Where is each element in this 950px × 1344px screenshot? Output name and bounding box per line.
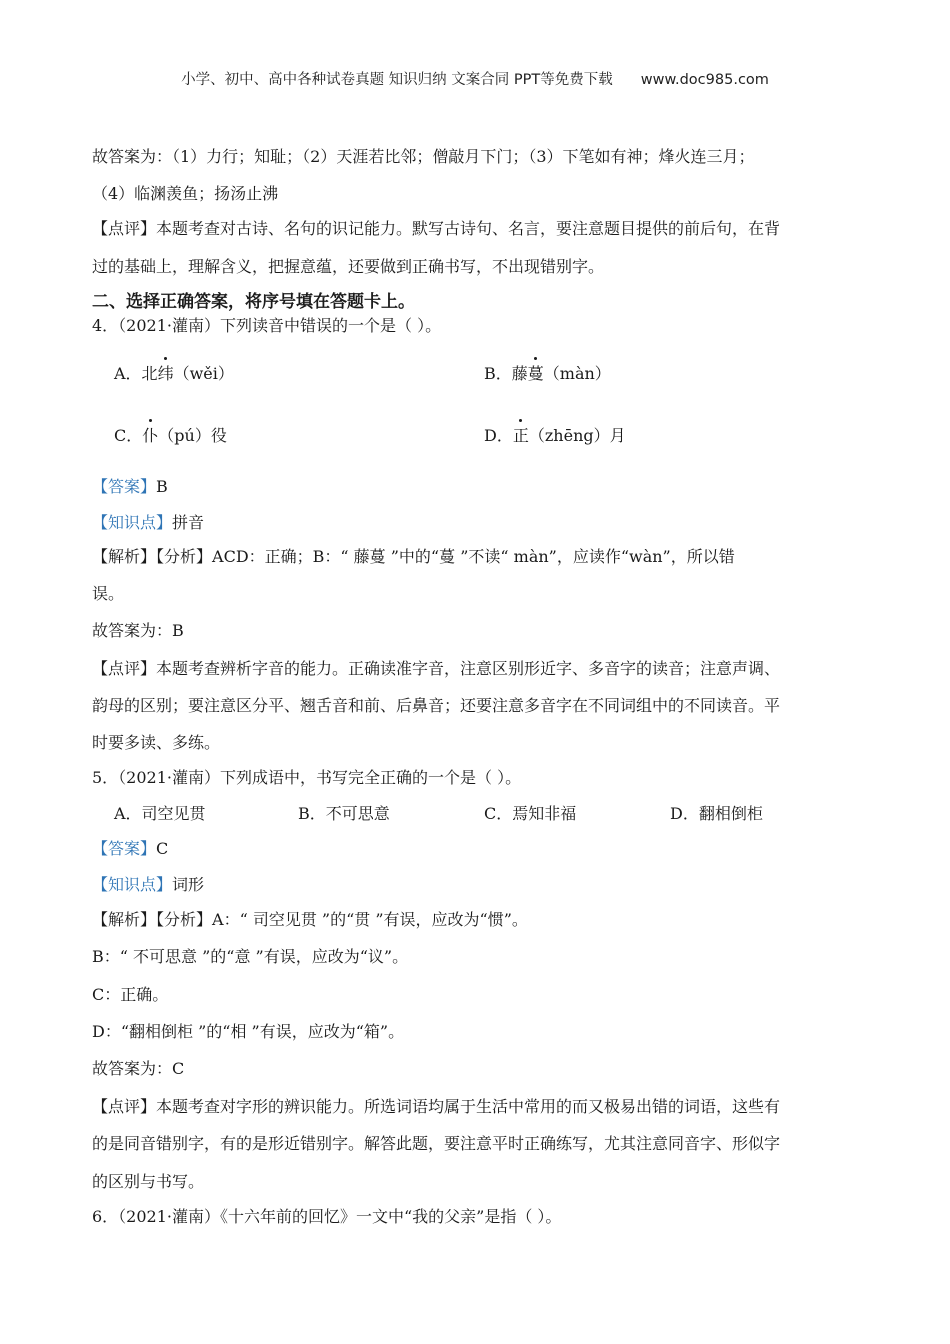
answer-tag: 【答案】 bbox=[92, 477, 157, 496]
intro-answer-line1: 故答案为：（1）力行；知耻；（2）天涯若比邻；僧敲月下门；（3）下笔如有神；烽火连三月； bbox=[92, 147, 755, 166]
q4-analysis-line1: 【解析】【分析】ACD：正确；B：“ 藤蔓 ”中的“蔓 ”不读“ màn”，应读作“wàn”，所以错 bbox=[92, 547, 735, 566]
q5-knowledge-point: 【知识点】词形 bbox=[92, 875, 205, 894]
intro-answer-line2: （4）临渊羡鱼；扬汤止沸 bbox=[92, 184, 279, 203]
intro-review-line1 bbox=[92, 219, 780, 239]
q4-option-b: B．藤蔓（màn） bbox=[484, 364, 611, 383]
analysis-tag: 【解析】【分析】 bbox=[92, 910, 213, 929]
q5-analysis-line3: C：正确。 bbox=[92, 985, 169, 1004]
analysis-tag: 【解析】【分析】 bbox=[92, 547, 213, 566]
q4-option-a: A．北纬（wěi） bbox=[114, 364, 234, 383]
q4-review-line1: 【点评】本题考查辨析字音的能力。正确读准字音，注意区别形近字、多音字的读音；注意声调、 bbox=[92, 659, 781, 678]
q5-analysis-line2: B：“ 不可思意 ”的“意 ”有误，应改为“议”。 bbox=[92, 947, 409, 966]
q5-final-answer: 故答案为：C bbox=[92, 1059, 185, 1078]
answer-tag: 【答案】 bbox=[92, 839, 157, 858]
section-title: 二、选择正确答案，将序号填在答题卡上。 bbox=[92, 292, 415, 312]
header-url[interactable]: www.doc985.com bbox=[640, 72, 769, 88]
q5-review-line2: 的是同音错别字，有的是形近错别字。解答此题，要注意平时正确练写，尤其注意同音字、形似字 bbox=[92, 1134, 781, 1153]
q4-stem: 4．（2021·灌南）下列读音中错误的一个是（ ）。 bbox=[92, 316, 442, 335]
review-tag: 【点评】 bbox=[92, 1097, 157, 1116]
intro-review-line2: 过的基础上，理解含义，把握意蕴，还要做到正确书写，不出现错别字。 bbox=[92, 257, 605, 276]
emphasis-char: 正 bbox=[512, 426, 529, 445]
page-header bbox=[0, 68, 950, 89]
q5-stem: 5．（2021·灌南）下列成语中，书写完全正确的一个是（ ）。 bbox=[92, 768, 522, 787]
q5-option-d: D．翻相倒柜 bbox=[670, 804, 763, 823]
emphasis-char: 蔓 bbox=[527, 364, 544, 383]
knowledge-tag: 【知识点】 bbox=[92, 875, 173, 894]
q4-review-line2: 韵母的区别；要注意区分平、翘舌音和前、后鼻音；还要注意多音字在不同词组中的不同读音。平 bbox=[92, 696, 781, 715]
q5-analysis-line1: 【解析】【分析】A：“ 司空见贯 ”的“贯 ”有误，应改为“惯”。 bbox=[92, 910, 528, 929]
q5-option-c: C．焉知非福 bbox=[484, 804, 577, 823]
q4-option-d: D．正（zhēng）月 bbox=[484, 426, 626, 445]
header-text: 小学、初中、高中各种试卷真题 知识归纳 文案合同 PPT等免费下载 bbox=[181, 72, 613, 88]
knowledge-tag: 【知识点】 bbox=[92, 513, 173, 532]
q5-option-a: A．司空见贯 bbox=[114, 804, 206, 823]
emphasis-char: 纬 bbox=[157, 364, 174, 383]
review-tag: 【点评】 bbox=[92, 659, 157, 678]
q4-knowledge-point: 【知识点】拼音 bbox=[92, 513, 205, 532]
q5-option-b: B．不可思意 bbox=[298, 804, 390, 823]
q4-option-c: C．仆（pú）役 bbox=[114, 426, 227, 445]
review-text: 本题考查对古诗、名句的识记能力。默写古诗句、名言，要注意题目提供的前后句，在背 bbox=[156, 219, 781, 238]
q5-review-line3: 的区别与书写。 bbox=[92, 1172, 205, 1191]
emphasis-char: 仆 bbox=[142, 426, 159, 445]
q4-final-answer: 故答案为：B bbox=[92, 621, 184, 640]
q5-answer: 【答案】C bbox=[92, 839, 169, 858]
review-tag: 【点评】 bbox=[92, 219, 157, 238]
q6-stem: 6．（2021·灌南）《十六年前的回忆》一文中“我的父亲”是指（ ）。 bbox=[92, 1207, 562, 1226]
q5-review-line1: 【点评】本题考查对字形的辨识能力。所选词语均属于生活中常用的而又极易出错的词语，这些有 bbox=[92, 1097, 781, 1116]
q4-review-line3: 时要多读、多练。 bbox=[92, 733, 221, 752]
q4-analysis-line2: 误。 bbox=[92, 584, 125, 603]
q4-answer: 【答案】B bbox=[92, 477, 168, 496]
q5-analysis-line4: D：“翻相倒柜 ”的“相 ”有误，应改为“箱”。 bbox=[92, 1022, 405, 1041]
